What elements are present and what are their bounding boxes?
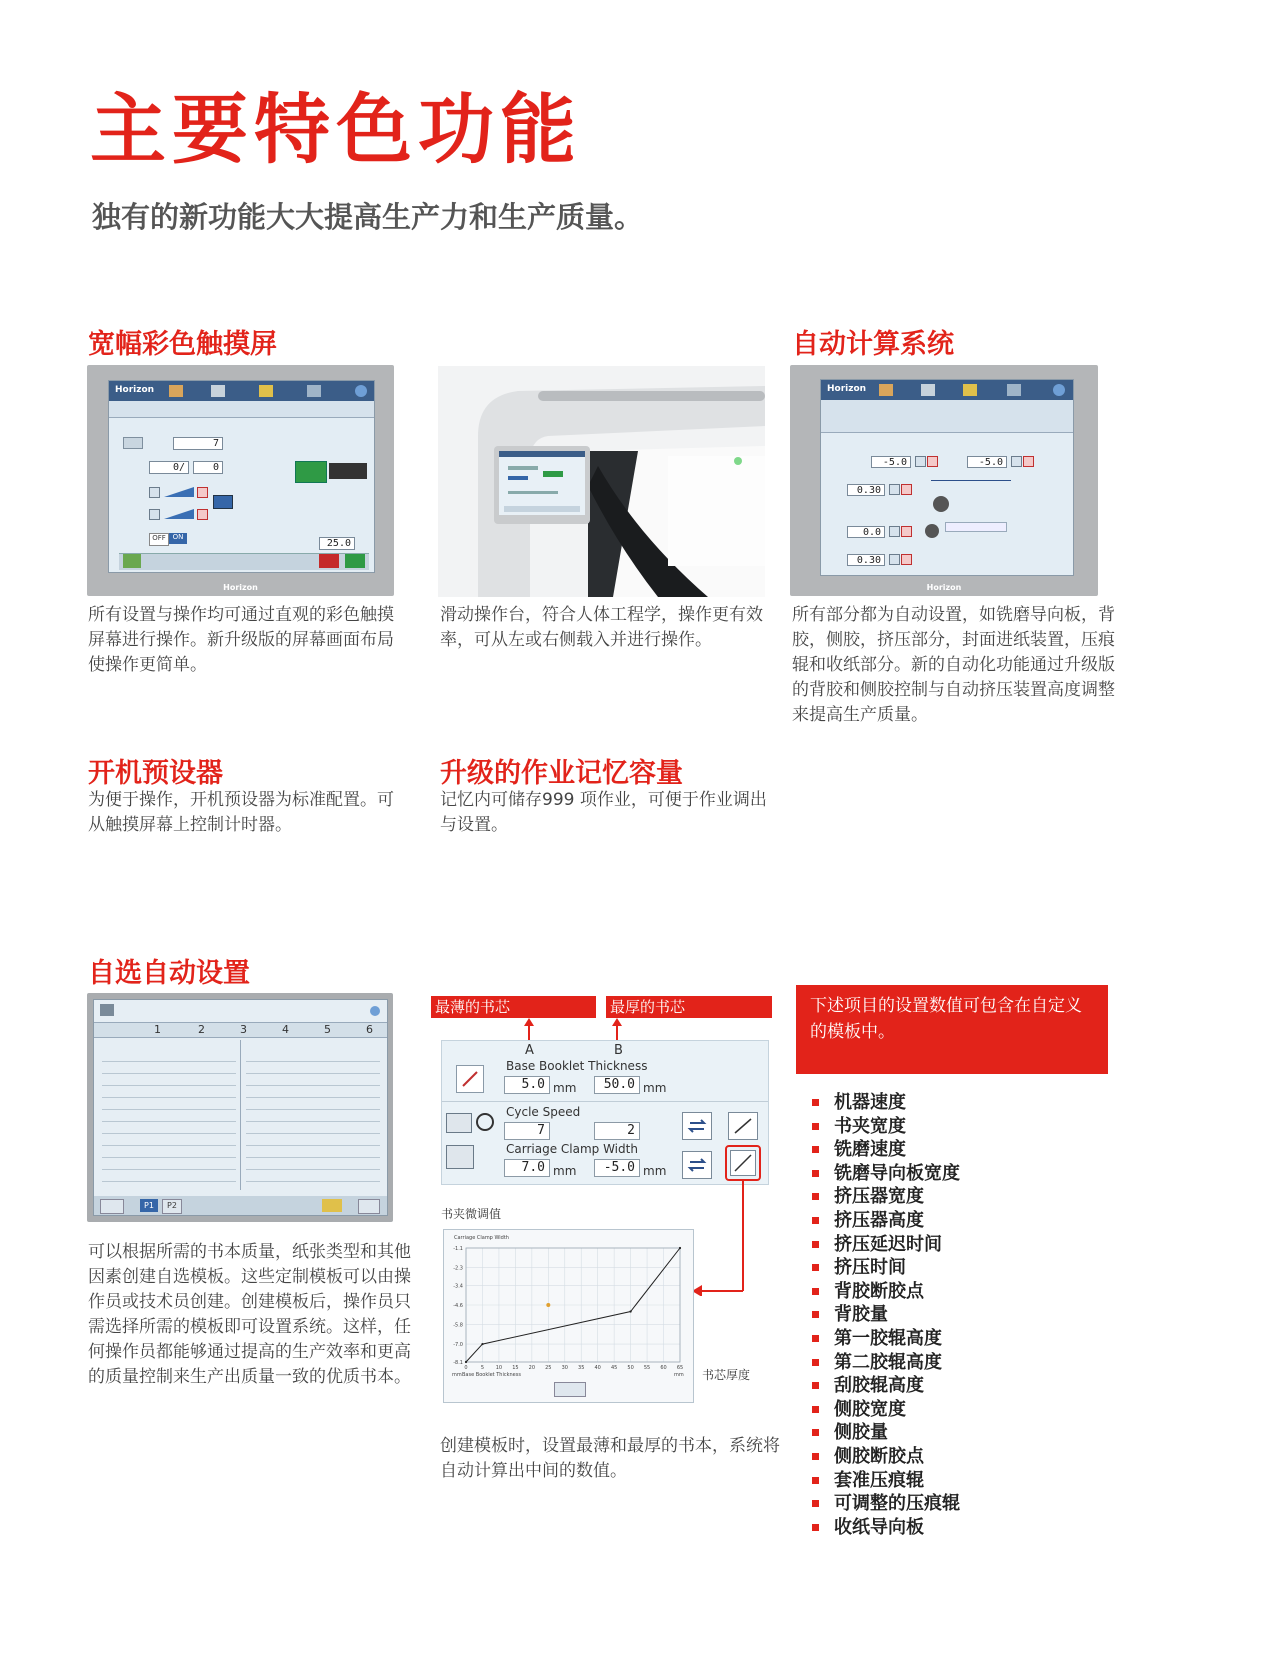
feature-item: 挤压器高度 (812, 1209, 960, 1233)
custom-body: 可以根据所需的书本质量，纸张类型和其他因素创建自选模板。这些定制模板可以由操作员或技术员创建。创建模板后，操作员只需选择所需的模板即可设置系统。这样，任何操作员都能够通过提高的生产效率和更高的质量控制来生产出质量一致的优质书本。 (88, 1242, 411, 1387)
template-items-box: 下述项目的设置数值可包含在自定义的模板中。 (796, 985, 1108, 1074)
glue-end-field[interactable]: -5.0 (967, 456, 1007, 468)
folder-icon (963, 384, 977, 396)
memory-heading: 升级的作业记忆容量 (440, 758, 683, 789)
auto-calc-screen-image (790, 365, 1098, 596)
graph-connector-arrow (690, 1181, 750, 1296)
x-tick-label: 25 (545, 1365, 552, 1371)
feature-item: 套准压痕辊 (812, 1469, 960, 1493)
feature-item: 侧胶宽度 (812, 1398, 960, 1422)
home-icon (169, 385, 183, 397)
preset-heading: 开机预设器 (88, 758, 223, 789)
x-tick-label: 65 (676, 1365, 684, 1371)
data-point (481, 1343, 483, 1345)
tools-icon (307, 385, 321, 397)
x-unit-right: mm (674, 1372, 684, 1378)
console-body: 滑动操作台，符合人体工程学，操作更有效率，可从左或右侧载入并进行操作。 (440, 605, 763, 650)
feature-item: 铣磨速度 (812, 1138, 960, 1162)
feature-list (812, 1091, 960, 1539)
memory-body: 记忆内可储存999 项作业，可便于作业调出与设置。 (440, 790, 767, 835)
data-point (465, 1361, 467, 1363)
go-button[interactable] (345, 554, 365, 568)
template-caption: 创建模板时，设置最薄和最厚的书本，系统将自动计算出中间的数值。 (440, 1436, 780, 1481)
thickest-label: 最厚的书芯 (606, 996, 772, 1018)
x-tick-label: 40 (594, 1365, 601, 1371)
row3-b-field[interactable]: -5.0 (594, 1159, 640, 1177)
touchscreen-body: 所有设置与操作均可通过直观的彩色触摸屏幕进行操作。新升级版的屏幕画面布局使操作更简单。 (88, 605, 394, 675)
feature-item: 背胶断胶点 (812, 1280, 960, 1304)
back-button[interactable] (100, 1199, 124, 1214)
help-icon (370, 1006, 380, 1016)
tab-4[interactable]: 4 (282, 1023, 289, 1036)
tools-icon (1007, 384, 1021, 396)
feature-item: 第二胶辊高度 (812, 1351, 960, 1375)
unit-label: mm (643, 1164, 667, 1178)
cycle-repeat-button[interactable] (682, 1112, 712, 1140)
counter-field[interactable]: 7 (173, 437, 223, 450)
roller-width-field[interactable]: 0.0 (847, 526, 885, 538)
tab-2[interactable]: 2 (198, 1023, 205, 1036)
feature-item: 机器速度 (812, 1091, 960, 1115)
y-tick-label: -2.3 (453, 1265, 463, 1272)
console-image (438, 366, 765, 597)
col-b-header: B (614, 1043, 623, 1058)
row1-label: Base Booklet Thickness (506, 1059, 648, 1073)
help-icon (355, 385, 367, 397)
help-icon (1053, 384, 1065, 396)
x-tick-label: 30 (561, 1365, 568, 1371)
tab-3[interactable]: 3 (240, 1023, 247, 1036)
x-axis-label: Base Booklet Thickness (462, 1372, 521, 1378)
x-tick-label: 10 (495, 1365, 503, 1371)
row2-a-field[interactable]: 7 (504, 1122, 550, 1140)
y-tick-label: -5.8 (453, 1322, 463, 1329)
stop-button[interactable] (319, 554, 339, 568)
feature-item: 可调整的压痕辊 (812, 1492, 960, 1516)
clamp-repeat-button[interactable] (682, 1151, 712, 1179)
cycle-graph-button[interactable] (728, 1112, 758, 1140)
x-tick-label: 20 (528, 1365, 536, 1371)
exit-icon[interactable] (358, 1199, 380, 1214)
row2-b-field[interactable]: 2 (594, 1122, 640, 1140)
row1-a-field[interactable]: 5.0 (504, 1076, 550, 1094)
green-mode-button[interactable] (123, 554, 141, 568)
y-tick-label: -3.4 (453, 1283, 463, 1290)
data-point (679, 1247, 681, 1249)
gear-icon (211, 385, 225, 397)
data-point (630, 1310, 632, 1312)
tab-1[interactable]: 1 (154, 1023, 161, 1036)
custom-heading: 自选自动设置 (88, 958, 250, 989)
feeder-icon (446, 1113, 472, 1133)
unit-label: mm (643, 1081, 667, 1095)
x-tick-label: 5 (480, 1365, 485, 1371)
feature-item: 刮胶辊高度 (812, 1374, 960, 1398)
x-tick-label: 15 (512, 1365, 519, 1371)
row2-label: Cycle Speed (506, 1105, 581, 1119)
screen2-logo: Horizon (827, 384, 867, 394)
row1-b-field[interactable]: 50.0 (594, 1076, 640, 1094)
preset-body: 为便于操作，开机预设器为标准配置。可从触摸屏幕上控制计时器。 (88, 790, 394, 835)
off-toggle[interactable]: OFF (149, 533, 169, 546)
save-icon[interactable] (322, 1199, 342, 1212)
x-tick-label: 35 (578, 1365, 585, 1371)
screen-logo: Horizon (115, 385, 155, 395)
auto-calc-body: 所有部分都为自动设置，如铣磨导向板，背胶，侧胶，挤压部分，封面进纸装置，压痕辊和收纸部分。新的自动化功能通过升级版的背胶和侧胶控制与自动挤压装置高度调整来提高生产质量。 (792, 605, 1115, 725)
highlight-point (546, 1303, 550, 1307)
page-p2-button[interactable]: P2 (162, 1199, 182, 1214)
glue-start-field[interactable]: -5.0 (871, 456, 911, 468)
x-tick-label: 60 (660, 1365, 667, 1371)
carriage-clamp-graph (443, 1229, 694, 1403)
x-tick-label: 45 (610, 1365, 618, 1371)
auto-calc-heading: 自动计算系统 (792, 329, 954, 360)
wipe-opening-field[interactable]: 0.30 (847, 484, 885, 496)
feature-item: 挤压器宽度 (812, 1185, 960, 1209)
feature-item: 第一胶辊高度 (812, 1327, 960, 1351)
feature-item: 挤压时间 (812, 1256, 960, 1280)
graph-back-button[interactable] (554, 1382, 586, 1397)
screen2-brand-label: Horizon (926, 583, 962, 592)
start-button[interactable] (295, 461, 327, 483)
gear-icon (921, 384, 935, 396)
clamp-icon (446, 1145, 474, 1169)
clamp-graph-button[interactable] (730, 1150, 756, 1176)
total-field-a[interactable]: 0/ (149, 461, 189, 474)
thinnest-label: 最薄的书芯 (431, 996, 596, 1018)
speed-field[interactable]: 25.0 (319, 537, 355, 550)
feature-item: 侧胶断胶点 (812, 1445, 960, 1469)
feature-item: 铣磨导向板宽度 (812, 1162, 960, 1186)
touchscreen-heading: 宽幅彩色触摸屏 (88, 329, 277, 360)
wipe-clearance-field[interactable]: 0.30 (847, 554, 885, 566)
feature-item: 收纸导向板 (812, 1516, 960, 1540)
folder-icon (259, 385, 273, 397)
unit-label: mm (553, 1081, 577, 1095)
x-tick-label: 55 (643, 1365, 651, 1371)
tab-6[interactable]: 6 (366, 1023, 373, 1036)
template-icon (100, 1004, 114, 1016)
row3-label: Carriage Clamp Width (506, 1142, 638, 1156)
touchscreen-image (87, 365, 394, 596)
feature-item: 挤压延迟时间 (812, 1233, 960, 1257)
unit-label: mm (553, 1164, 577, 1178)
page-p1-button[interactable]: P1 (140, 1199, 158, 1212)
row3-a-field[interactable]: 7.0 (504, 1159, 550, 1177)
total-field-b[interactable]: 0 (193, 461, 223, 474)
tab-5[interactable]: 5 (324, 1023, 331, 1036)
y-tick-label: -1.1 (453, 1246, 463, 1252)
y-tick-label: -8.1 (453, 1360, 463, 1366)
thickness-icon (456, 1065, 484, 1093)
x-tick-label: 0 (464, 1365, 468, 1371)
cycle-icon (476, 1113, 494, 1131)
graph-xaxis-caption: 书芯厚度 (702, 1368, 751, 1382)
template-panel (441, 1040, 769, 1185)
custom-screen-image (87, 993, 393, 1222)
col-a-header: A (525, 1043, 534, 1058)
page-subtitle: 独有的新功能大大提高生产力和生产质量。 (92, 200, 644, 234)
feature-item: 侧胶量 (812, 1421, 960, 1445)
y-tick-label: -4.6 (453, 1303, 463, 1309)
on-toggle[interactable]: ON (169, 533, 187, 544)
x-unit-left: mm (452, 1372, 462, 1378)
graph-caption: 书夹微调值 (441, 1207, 502, 1221)
home-icon (879, 384, 893, 396)
y-tick-label: -7.0 (453, 1342, 463, 1349)
screen-brand-label: Horizon (223, 583, 258, 592)
feature-item: 背胶量 (812, 1303, 960, 1327)
feature-item: 书夹宽度 (812, 1115, 960, 1139)
x-tick-label: 50 (627, 1365, 634, 1371)
page-title: 主要特色功能 (90, 85, 582, 174)
chart-title: Carriage Clamp Width (454, 1235, 509, 1241)
